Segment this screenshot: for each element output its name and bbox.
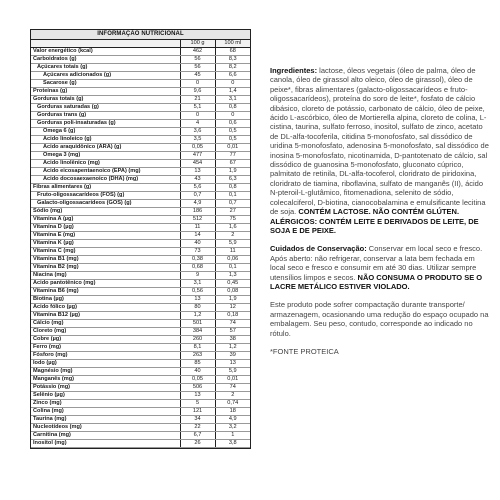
- table-row: [31, 136, 250, 144]
- table-row: [31, 248, 250, 256]
- table-row: [31, 304, 250, 312]
- value-100ml: 0,01: [215, 144, 250, 152]
- nutrient-name: Gorduras saturadas (g): [31, 104, 180, 112]
- nutrient-name: Sacarose (g): [31, 80, 180, 88]
- value-100g: 8,1: [180, 344, 215, 352]
- table-row: [31, 88, 250, 96]
- nutrient-name: Selênio (µg): [31, 392, 180, 400]
- value-100g: 9,6: [180, 88, 215, 96]
- value-100g: 85: [180, 360, 215, 368]
- table-row: [31, 168, 250, 176]
- nutrient-name: Vitamina B2 (mg): [31, 264, 180, 272]
- table-row: [31, 56, 250, 64]
- nutrient-name: Ácido linolênico (mg): [31, 160, 180, 168]
- ingredients-text: lactose, óleos vegetais (óleo de palma, óleo de canola, óleo de girassol alto oleico, óleo de girassol), óleo de peixe*, fibras alimentares (galacto-oligossacarídeos e fruto-oligossacarídeos), proteína do soro de leite*, fosfato de cálcio dibásico, cloreto de potássio, carbonato de cálcio, óleo de peixe, ácido L-ascórbico, óleo de Mortierella alpina, cloreto de colina, L-cistina, taurina, sulfato ferroso, inositol, sulfato de zinco, acetato de DL-alfa-tocoferila, citidina 5-monofosfato, sal dissódico de uridina 5-monofosfato, adenosina 5-monofosfato, sal dissódico de inosina 5-monofosfato, nicotinamida, D-pantotenato de cálcio, sal dissódico de guanosina 5-monofosfato, gluconato cúprico, palmitato de retinila, DL-alfa-tocoferol, cloridrato de piridoxina, cloridrato de tiamina, riboflavina, sulfato de manganês (II), ácido N-pteroil-L-glutâmico, fitomenadiona, selenito de sódio, colecalciferol, D-biotina, cianocobalamina e emulsificante lecitina de soja.: [270, 66, 489, 217]
- table-row: [31, 416, 250, 424]
- value-100g: 9: [180, 272, 215, 280]
- nutrition-grid: [31, 40, 250, 448]
- value-100g: 0,38: [180, 256, 215, 264]
- nutrient-name: Carnitina (mg): [31, 432, 180, 440]
- table-row: [31, 72, 250, 80]
- value-100g: 0,56: [180, 288, 215, 296]
- ingredients-paragraph: [270, 66, 492, 235]
- table-row: [31, 344, 250, 352]
- nutrient-name: Inositol (mg): [31, 440, 180, 448]
- value-100g: 13: [180, 392, 215, 400]
- value-100g: 6,7: [180, 432, 215, 440]
- value-100ml: 8,2: [215, 64, 250, 72]
- value-100ml: 1,9: [215, 296, 250, 304]
- table-row: [31, 328, 250, 336]
- value-100g: 0,05: [180, 376, 215, 384]
- table-row: [31, 200, 250, 208]
- value-100g: 26: [180, 440, 215, 448]
- value-100g: 506: [180, 384, 215, 392]
- value-100ml: 0,7: [215, 200, 250, 208]
- value-100g: 260: [180, 336, 215, 344]
- table-row: [31, 80, 250, 88]
- value-100ml: 0,08: [215, 288, 250, 296]
- nutrient-name: Vitamina E (mg): [31, 232, 180, 240]
- header-nutrient: [31, 40, 180, 48]
- value-100ml: 6,6: [215, 72, 250, 80]
- value-100ml: 11: [215, 248, 250, 256]
- value-100ml: 68: [215, 48, 250, 56]
- table-row: [31, 104, 250, 112]
- value-100ml: 0,1: [215, 264, 250, 272]
- nutrient-name: Ácido docosaexaenoico (DHA) (mg): [31, 176, 180, 184]
- value-100g: 45: [180, 72, 215, 80]
- nutrient-name: Cobre (µg): [31, 336, 180, 344]
- value-100ml: 6,3: [215, 176, 250, 184]
- value-100ml: 3,2: [215, 424, 250, 432]
- value-100g: 0,7: [180, 192, 215, 200]
- value-100g: 11: [180, 224, 215, 232]
- table-row: [31, 384, 250, 392]
- care-paragraph: [270, 244, 492, 291]
- value-100ml: 0,18: [215, 312, 250, 320]
- value-100g: 13: [180, 168, 215, 176]
- value-100ml: 0,06: [215, 256, 250, 264]
- value-100g: 0: [180, 112, 215, 120]
- nutrient-name: Ômega 3 (mg): [31, 152, 180, 160]
- value-100ml: 0,45: [215, 280, 250, 288]
- table-row: [31, 320, 250, 328]
- nutrient-name: Fibras alimentares (g): [31, 184, 180, 192]
- nutrition-rows: [31, 48, 250, 448]
- table-row: [31, 184, 250, 192]
- value-100g: 5,1: [180, 104, 215, 112]
- table-row: [31, 408, 250, 416]
- table-row: [31, 112, 250, 120]
- nutrient-name: Vitamina A (µg): [31, 216, 180, 224]
- nutrient-name: Vitamina B1 (mg): [31, 256, 180, 264]
- table-row: [31, 288, 250, 296]
- nutrient-name: Proteínas (g): [31, 88, 180, 96]
- nutrient-name: Gorduras poli-insaturadas (g): [31, 120, 180, 128]
- value-100g: 477: [180, 152, 215, 160]
- value-100g: 5,6: [180, 184, 215, 192]
- nutrient-name: Potássio (mg): [31, 384, 180, 392]
- header-100g: 100 g: [180, 40, 215, 48]
- value-100g: 21: [180, 96, 215, 104]
- nutrient-name: Niacina (mg): [31, 272, 180, 280]
- nutrient-name: Vitamina K (µg): [31, 240, 180, 248]
- table-row: [31, 232, 250, 240]
- table-row: [31, 48, 250, 56]
- care-label: Cuidados de Conservação:: [270, 244, 367, 254]
- nutrient-name: Colina (mg): [31, 408, 180, 416]
- nutrient-name: Zinco (mg): [31, 400, 180, 408]
- value-100g: 80: [180, 304, 215, 312]
- value-100g: 0: [180, 80, 215, 88]
- value-100g: 384: [180, 328, 215, 336]
- value-100g: 40: [180, 368, 215, 376]
- value-100g: 1,2: [180, 312, 215, 320]
- value-100g: 0,05: [180, 144, 215, 152]
- value-100ml: 2: [215, 392, 250, 400]
- nutrient-name: Açúcares adicionados (g): [31, 72, 180, 80]
- compaction-note: Este produto pode sofrer compactação durante transporte/ armazenagem, ocasionando uma redução do espaço ocupado na embalagem. Seu peso, contudo, corresponde ao indicado no rótulo.: [270, 300, 489, 338]
- value-100ml: 0,74: [215, 400, 250, 408]
- table-row: [31, 224, 250, 232]
- table-row: [31, 280, 250, 288]
- value-100g: 56: [180, 64, 215, 72]
- value-100ml: 0,8: [215, 104, 250, 112]
- nutrient-name: Vitamina C (mg): [31, 248, 180, 256]
- table-row: [31, 208, 250, 216]
- nutrient-name: Fósforo (mg): [31, 352, 180, 360]
- nutrient-name: Ácido araquidônico (ARA) (g): [31, 144, 180, 152]
- nutrient-name: Cálcio (mg): [31, 320, 180, 328]
- value-100ml: 67: [215, 160, 250, 168]
- nutrient-name: Taurina (mg): [31, 416, 180, 424]
- value-100ml: 0,01: [215, 376, 250, 384]
- table-row: [31, 152, 250, 160]
- table-row: [31, 376, 250, 384]
- value-100ml: 0,6: [215, 120, 250, 128]
- nutrient-name: Açúcares totais (g): [31, 64, 180, 72]
- value-100ml: 38: [215, 336, 250, 344]
- nutrient-name: Sódio (mg): [31, 208, 180, 216]
- nutrient-name: Gorduras totais (g): [31, 96, 180, 104]
- value-100g: 0,68: [180, 264, 215, 272]
- value-100ml: 0,5: [215, 128, 250, 136]
- nutrient-name: Ferro (mg): [31, 344, 180, 352]
- value-100g: 121: [180, 408, 215, 416]
- value-100ml: 4,9: [215, 416, 250, 424]
- table-header-row: [31, 40, 250, 48]
- value-100ml: 2: [215, 232, 250, 240]
- value-100ml: 3,1: [215, 96, 250, 104]
- nutrition-table-title: INFORMAÇÃO NUTRICIONAL: [31, 30, 250, 40]
- table-row: [31, 440, 250, 448]
- value-100ml: 74: [215, 320, 250, 328]
- table-row: [31, 264, 250, 272]
- value-100g: 512: [180, 216, 215, 224]
- nutrient-name: Gorduras trans (g): [31, 112, 180, 120]
- table-row: [31, 296, 250, 304]
- allergen-warning: CONTÉM LACTOSE. NÃO CONTÉM GLÚTEN. ALÉRGICOS: CONTÉM LEITE E DERIVADOS DE LEITE, DE SOJA E DE PEIXE.: [270, 207, 479, 235]
- value-100ml: 8,3: [215, 56, 250, 64]
- nutrient-name: Biotina (µg): [31, 296, 180, 304]
- table-row: [31, 216, 250, 224]
- nutrient-name: Cloreto (mg): [31, 328, 180, 336]
- table-row: [31, 160, 250, 168]
- table-row: [31, 240, 250, 248]
- nutrient-name: Ômega 6 (g): [31, 128, 180, 136]
- value-100ml: 18: [215, 408, 250, 416]
- value-100g: 501: [180, 320, 215, 328]
- value-100g: 263: [180, 352, 215, 360]
- nutrient-name: Ácido eicosapentaenoico (EPA) (mg): [31, 168, 180, 176]
- value-100ml: 1,6: [215, 224, 250, 232]
- value-100ml: 13: [215, 360, 250, 368]
- value-100g: 56: [180, 56, 215, 64]
- table-row: [31, 352, 250, 360]
- table-row: [31, 424, 250, 432]
- table-row: [31, 144, 250, 152]
- nutrient-name: Valor energético (kcal): [31, 48, 180, 56]
- ingredients-label: Ingredientes:: [270, 66, 318, 75]
- table-row: [31, 432, 250, 440]
- value-100g: 40: [180, 240, 215, 248]
- value-100ml: 0,1: [215, 192, 250, 200]
- table-row: [31, 176, 250, 184]
- protein-source-footnote: *FONTE PROTEICA: [270, 346, 339, 356]
- nutrient-name: Manganês (mg): [31, 376, 180, 384]
- value-100ml: 5,9: [215, 368, 250, 376]
- table-row: [31, 64, 250, 72]
- nutrient-name: Ácido pantotênico (mg): [31, 280, 180, 288]
- value-100ml: 1,3: [215, 272, 250, 280]
- value-100g: 4,9: [180, 200, 215, 208]
- value-100g: 22: [180, 424, 215, 432]
- value-100g: 3,5: [180, 136, 215, 144]
- value-100ml: 77: [215, 152, 250, 160]
- value-100ml: 1,4: [215, 88, 250, 96]
- value-100ml: 1: [215, 432, 250, 440]
- nutrient-name: Carboidratos (g): [31, 56, 180, 64]
- label-text-column: [270, 66, 492, 365]
- nutrient-name: Fruto-oligossacarídeos (FOS) (g): [31, 192, 180, 200]
- value-100ml: 1,2: [215, 344, 250, 352]
- value-100g: 14: [180, 232, 215, 240]
- nutrient-name: Vitamina D (µg): [31, 224, 180, 232]
- value-100ml: 0,5: [215, 136, 250, 144]
- value-100ml: 3,8: [215, 440, 250, 448]
- value-100g: 3,1: [180, 280, 215, 288]
- table-row: [31, 360, 250, 368]
- nutrient-name: Vitamina B12 (µg): [31, 312, 180, 320]
- value-100g: 462: [180, 48, 215, 56]
- nutrient-name: Ácido linoleico (g): [31, 136, 180, 144]
- value-100ml: 57: [215, 328, 250, 336]
- table-row: [31, 368, 250, 376]
- value-100ml: 12: [215, 304, 250, 312]
- value-100g: 3,6: [180, 128, 215, 136]
- nutrient-name: Vitamina B6 (mg): [31, 288, 180, 296]
- value-100g: 43: [180, 176, 215, 184]
- value-100g: 5: [180, 400, 215, 408]
- value-100ml: 5,9: [215, 240, 250, 248]
- nutrient-name: Galacto-oligossacarídeos (GOS) (g): [31, 200, 180, 208]
- table-row: [31, 256, 250, 264]
- value-100ml: 75: [215, 216, 250, 224]
- value-100ml: 0,8: [215, 184, 250, 192]
- care-text: Conservar em local seco e fresco. Após aberto: não refrigerar, conservar a lata bem fechada em local seco e fresco e consumir em até 30 dias. Utilizar sempre utensílios limpos e secos.: [270, 244, 483, 282]
- value-100ml: 0: [215, 80, 250, 88]
- value-100g: 13: [180, 296, 215, 304]
- table-row: [31, 120, 250, 128]
- value-100ml: 1,9: [215, 168, 250, 176]
- value-100g: 34: [180, 416, 215, 424]
- value-100ml: 74: [215, 384, 250, 392]
- table-row: [31, 312, 250, 320]
- value-100ml: 27: [215, 208, 250, 216]
- table-row: [31, 400, 250, 408]
- value-100g: 186: [180, 208, 215, 216]
- value-100g: 454: [180, 160, 215, 168]
- table-row: [31, 192, 250, 200]
- table-row: [31, 96, 250, 104]
- nutrient-name: Magnésio (mg): [31, 368, 180, 376]
- seal-warning: NÃO CONSUMA O PRODUTO SE O LACRE METÁLICO ESTIVER VIOLADO.: [270, 272, 483, 291]
- header-100ml: 100 ml: [215, 40, 250, 48]
- nutrition-table: [30, 29, 251, 449]
- value-100ml: 0: [215, 112, 250, 120]
- table-row: [31, 128, 250, 136]
- table-row: [31, 272, 250, 280]
- nutrient-name: Iodo (µg): [31, 360, 180, 368]
- value-100ml: 39: [215, 352, 250, 360]
- value-100g: 73: [180, 248, 215, 256]
- value-100g: 4: [180, 120, 215, 128]
- table-row: [31, 336, 250, 344]
- table-row: [31, 392, 250, 400]
- nutrient-name: Nucleotídeos (mg): [31, 424, 180, 432]
- nutrient-name: Ácido fólico (µg): [31, 304, 180, 312]
